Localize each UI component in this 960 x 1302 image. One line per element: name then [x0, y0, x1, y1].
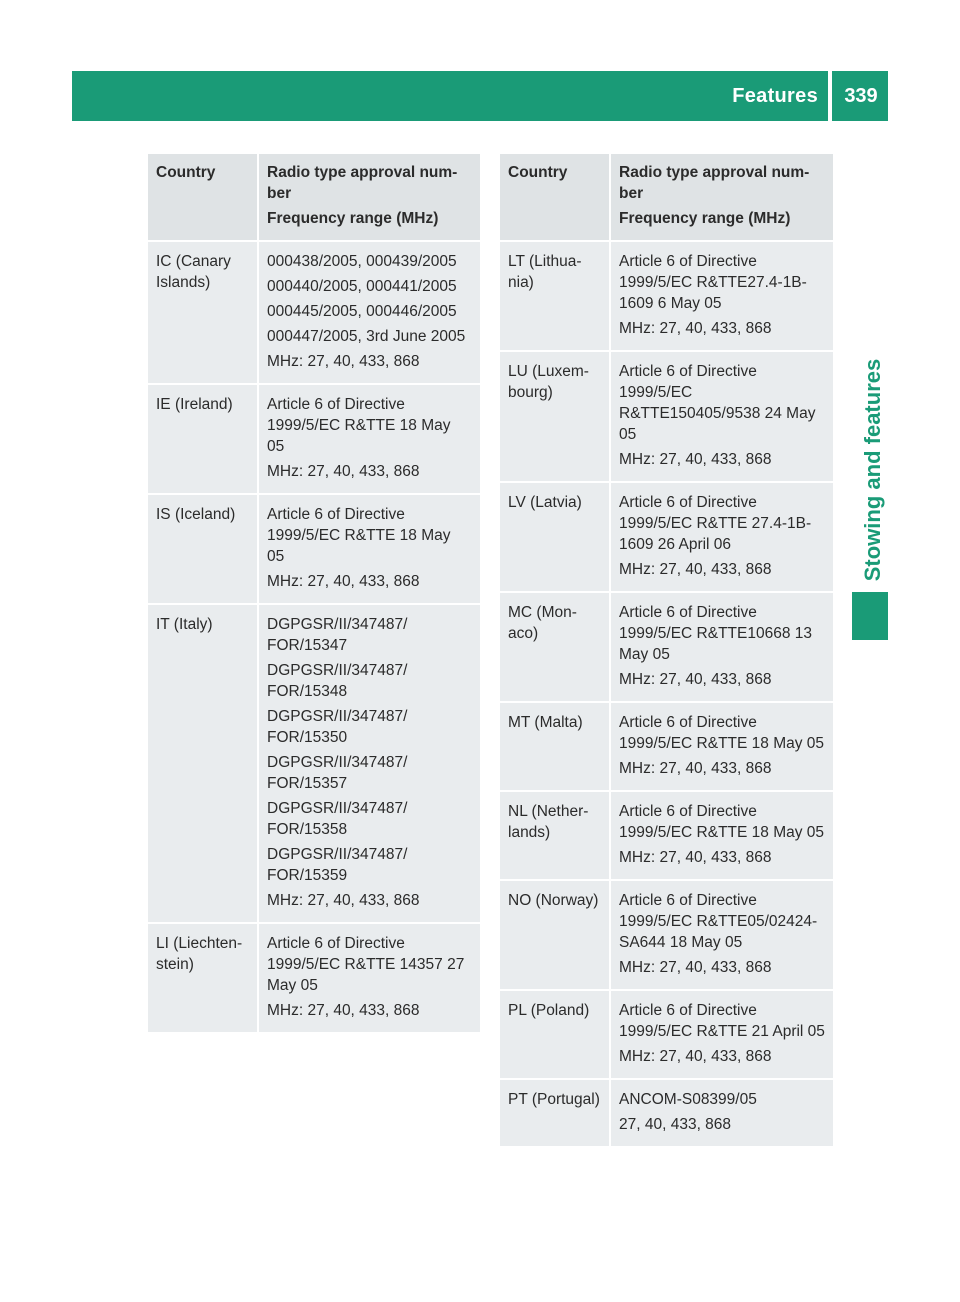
column-header-approval	[258, 154, 480, 241]
approval-value: 000438/2005, 000439/2005	[267, 253, 457, 270]
approval-value: MHz: 27, 40, 433, 868	[619, 561, 772, 578]
approval-value: DGPGSR/II/347487/ FOR/15357	[267, 754, 408, 792]
approval-cell	[610, 592, 833, 702]
table-header-row	[148, 154, 480, 241]
country-cell: IS (Iceland)	[148, 494, 258, 604]
approval-value: Article 6 of Directive 1999/5/EC R&TTE27.4-1B-1609 6 May 05	[619, 253, 807, 312]
country-cell: LU (Luxem-bourg)	[500, 351, 610, 482]
approval-value: Article 6 of Directive 1999/5/EC R&TTE 21 April 05	[619, 1002, 825, 1040]
approval-value: 000445/2005, 000446/2005	[267, 303, 457, 320]
approval-cell	[610, 990, 833, 1079]
approval-cell	[258, 604, 480, 923]
country-cell: LV (Latvia)	[500, 482, 610, 592]
approval-value: DGPGSR/II/347487/ FOR/15347	[267, 616, 408, 654]
country-cell: IE (Ireland)	[148, 384, 258, 494]
table-body-right	[500, 241, 833, 1146]
approval-value: MHz: 27, 40, 433, 868	[267, 892, 420, 909]
approval-value: 27, 40, 433, 868	[619, 1116, 732, 1133]
table-row	[500, 351, 833, 482]
approval-value: Article 6 of Directive 1999/5/EC R&TTE150405/9538 24 May 05	[619, 363, 816, 443]
column-header-approval-line2: Frequency range (MHz)	[619, 210, 791, 227]
approval-value: MHz: 27, 40, 433, 868	[619, 1048, 772, 1065]
approval-value: MHz: 27, 40, 433, 868	[619, 959, 772, 976]
approval-cell	[258, 241, 480, 384]
table-row	[500, 702, 833, 791]
side-tab-marker	[852, 592, 888, 640]
country-cell: IC (Canary Islands)	[148, 241, 258, 384]
approval-value: DGPGSR/II/347487/ FOR/15358	[267, 800, 408, 838]
approval-value: DGPGSR/II/347487/ FOR/15348	[267, 662, 408, 700]
approval-cell	[258, 384, 480, 494]
table-row	[148, 384, 480, 494]
header-divider	[828, 71, 832, 121]
country-cell: PT (Portugal)	[500, 1079, 610, 1146]
column-header-country: Country	[148, 154, 258, 241]
approval-value: Article 6 of Directive 1999/5/EC R&TTE05/02424-SA644 18 May 05	[619, 892, 818, 951]
table-body-left	[148, 241, 480, 1032]
country-cell: LI (Liechten-stein)	[148, 923, 258, 1032]
approval-value: Article 6 of Directive 1999/5/EC R&TTE 27.4-1B-1609 26 April 06	[619, 494, 812, 553]
approval-value: DGPGSR/II/347487/ FOR/15350	[267, 708, 408, 746]
country-cell: NL (Nether-lands)	[500, 791, 610, 880]
country-cell: LT (Lithua-nia)	[500, 241, 610, 351]
approval-value: Article 6 of Directive 1999/5/EC R&TTE 18 May 05	[267, 506, 451, 565]
approval-cell	[610, 482, 833, 592]
approval-value: Article 6 of Directive 1999/5/EC R&TTE10668 13 May 05	[619, 604, 813, 663]
approval-value: MHz: 27, 40, 433, 868	[267, 463, 420, 480]
country-cell: PL (Poland)	[500, 990, 610, 1079]
approval-value: MHz: 27, 40, 433, 868	[619, 849, 772, 866]
column-header-approval-line1: Radio type approval num-ber	[267, 164, 458, 202]
table-header-row	[500, 154, 833, 241]
approval-cell	[610, 880, 833, 990]
approval-value: 000440/2005, 000441/2005	[267, 278, 457, 295]
column-header-approval-line1: Radio type approval num-ber	[619, 164, 810, 202]
table-row	[500, 880, 833, 990]
approval-value: MHz: 27, 40, 433, 868	[619, 451, 772, 468]
table-row	[148, 923, 480, 1032]
section-title: Features	[732, 85, 818, 107]
table-row	[500, 1079, 833, 1146]
approval-value: MHz: 27, 40, 433, 868	[619, 320, 772, 337]
approval-value: MHz: 27, 40, 433, 868	[619, 760, 772, 777]
approval-value: Article 6 of Directive 1999/5/EC R&TTE 18 May 05	[619, 714, 825, 752]
approval-value: Article 6 of Directive 1999/5/EC R&TTE 18 May 05	[267, 396, 451, 455]
country-cell: MC (Mon-aco)	[500, 592, 610, 702]
approval-value: MHz: 27, 40, 433, 868	[267, 1002, 420, 1019]
table-row	[500, 791, 833, 880]
table-row	[148, 604, 480, 923]
country-cell: IT (Italy)	[148, 604, 258, 923]
column-header-country: Country	[500, 154, 610, 241]
approval-table-right	[500, 154, 833, 1146]
column-header-approval	[610, 154, 833, 241]
table-row	[500, 592, 833, 702]
approval-value: Article 6 of Directive 1999/5/EC R&TTE 18 May 05	[619, 803, 825, 841]
table-row	[148, 241, 480, 384]
approval-value: ANCOM-S08399/05	[619, 1091, 757, 1108]
approval-value: Article 6 of Directive 1999/5/EC R&TTE 14357 27 May 05	[267, 935, 465, 994]
approval-cell	[610, 702, 833, 791]
table-row	[500, 990, 833, 1079]
approval-cell	[610, 1079, 833, 1146]
approval-cell	[610, 241, 833, 351]
side-tab-label: Stowing and features	[860, 358, 885, 582]
approval-cell	[258, 923, 480, 1032]
approval-table-left	[148, 154, 480, 1032]
country-cell: MT (Malta)	[500, 702, 610, 791]
approval-value: MHz: 27, 40, 433, 868	[267, 573, 420, 590]
column-header-approval-line2: Frequency range (MHz)	[267, 210, 439, 227]
page-header-bar	[72, 71, 888, 121]
table-row	[500, 241, 833, 351]
approval-value: 000447/2005, 3rd June 2005	[267, 328, 466, 345]
page-number: 339	[844, 85, 878, 107]
approval-value: MHz: 27, 40, 433, 868	[267, 353, 420, 370]
table-row	[148, 494, 480, 604]
table-row	[500, 482, 833, 592]
approval-cell	[258, 494, 480, 604]
approval-value: DGPGSR/II/347487/ FOR/15359	[267, 846, 408, 884]
approval-cell	[610, 351, 833, 482]
approval-cell	[610, 791, 833, 880]
approval-value: MHz: 27, 40, 433, 868	[619, 671, 772, 688]
country-cell: NO (Norway)	[500, 880, 610, 990]
